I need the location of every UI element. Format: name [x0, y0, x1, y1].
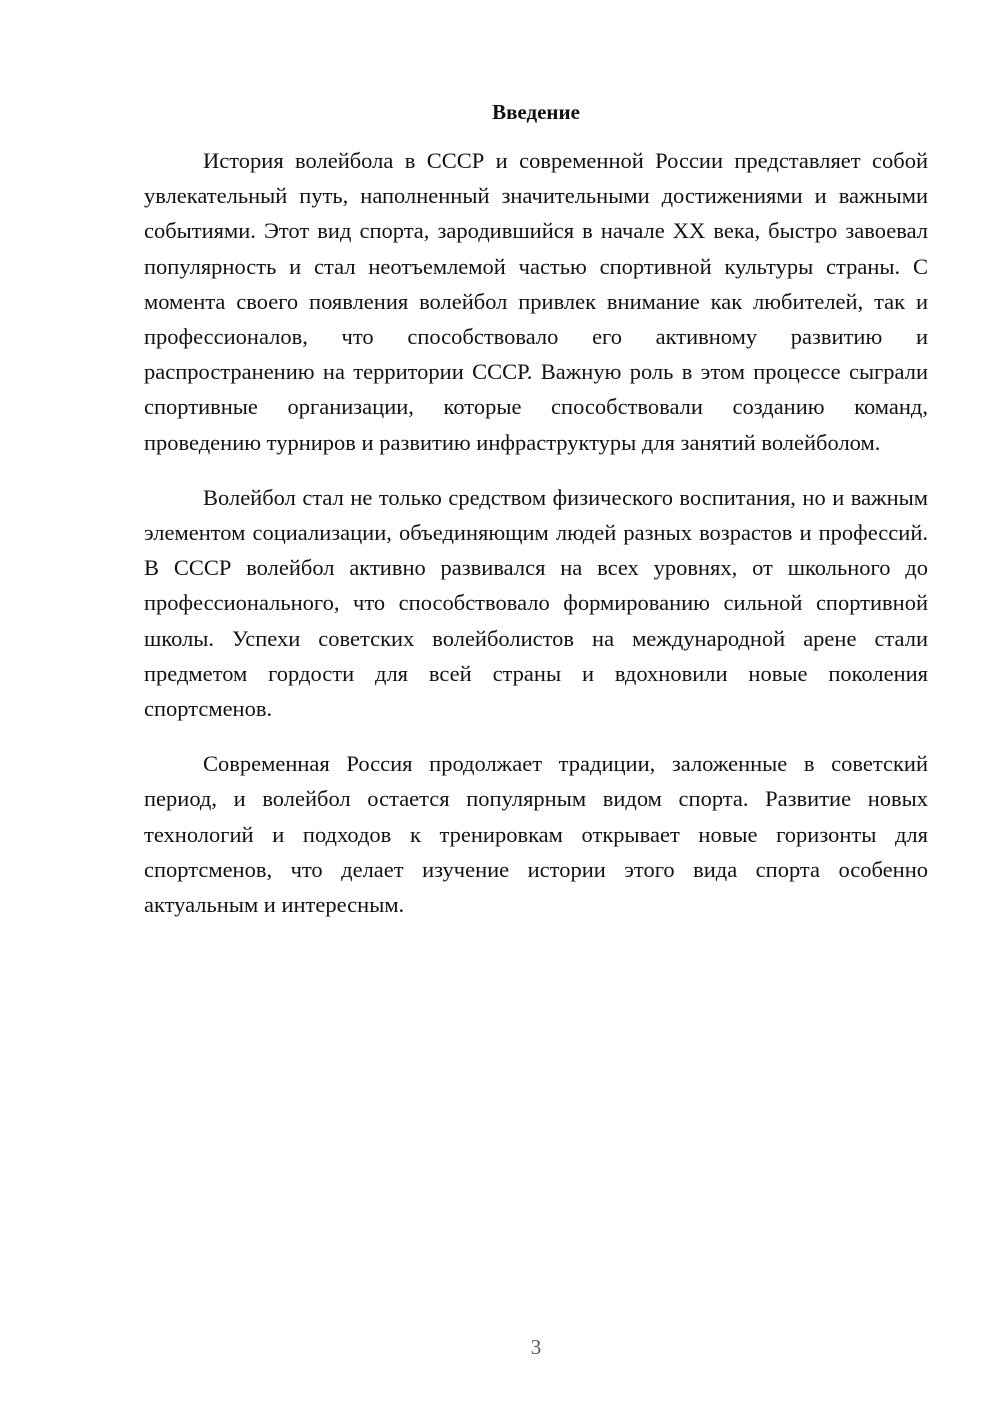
paragraph-2: Волейбол стал не только средством физического воспитания, но и важным элементом социализации, объединяющим людей разных возрастов и профессий. В СССР волейбол активно развивался на всех уровнях, от школьного до профессионального, что способствовало формированию сильной спортивной школы. Успехи советских волейболистов на международной арене стали предметом гордости для всей страны и вдохновили новые поколения спортсменов.	[144, 484, 928, 722]
paragraph-3: Современная Россия продолжает традиции, заложенные в советский период, и волейбол остается популярным видом спорта. Развитие новых технологий и подходов к тренировкам открывает новые горизонты для спортсменов, что делает изучение истории этого вида спорта особенно актуальным и интересным.	[144, 751, 928, 918]
body-text	[144, 143, 928, 942]
section-title: Введение	[492, 100, 580, 124]
page-number: 3	[530, 1335, 542, 1359]
paragraph-1: История волейбола в СССР и современной России представляет собой увлекательный путь, наполненный значительными достижениями и важными событиями. Этот вид спорта, зародившийся в начале XX века, быстро завоевал популярность и стал неотъемлемой частью спортивной культуры страны. С момента своего появления волейбол привлек внимание как любителей, так и профессионалов, что способствовало его активному развитию и распространению на территории СССР. Важную роль в этом процессе сыграли спортивные организации, которые способствовали созданию команд, проведению турниров и развитию инфраструктуры для занятий волейболом.	[144, 148, 928, 455]
